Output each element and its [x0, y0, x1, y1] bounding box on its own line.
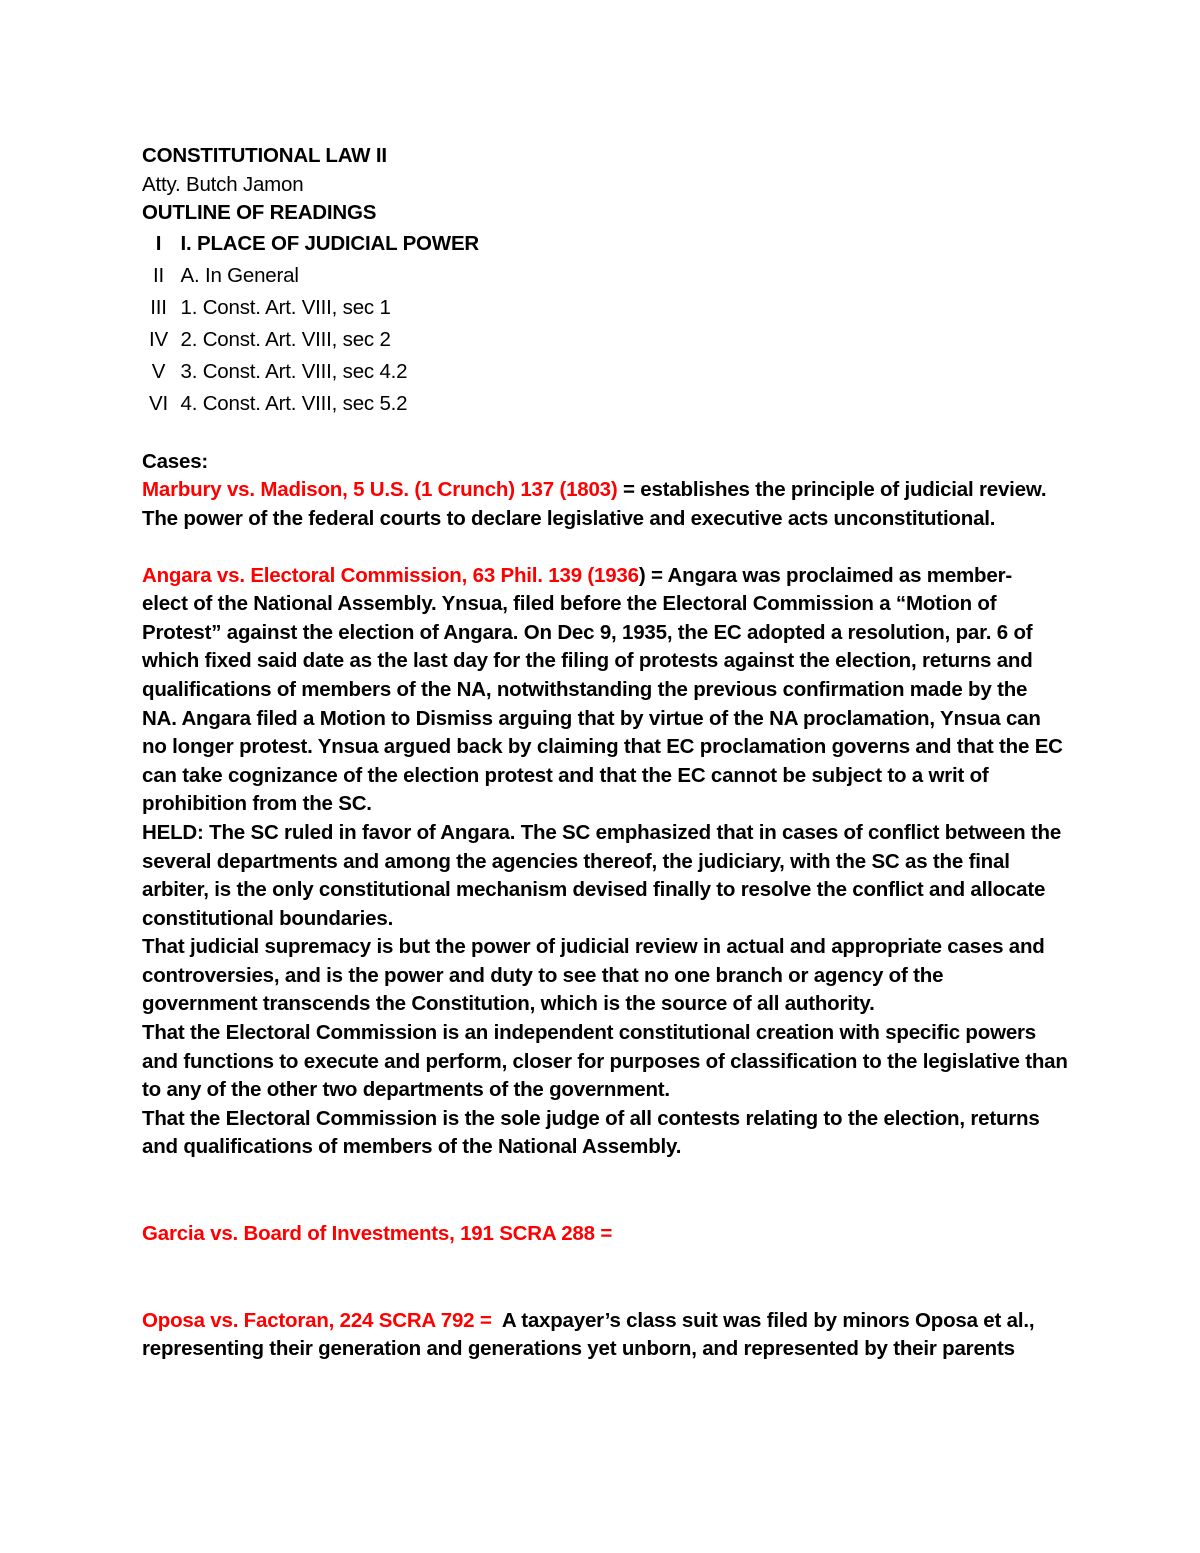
case-angara [142, 562, 1072, 1162]
case-text: elect of the National Assembly. Ynsua, filed before the Electoral Commission a “Motion of [142, 592, 997, 616]
case-text: can take cognizance of the election protest and that the EC cannot be subject to a writ of [142, 763, 989, 787]
case-oposa [142, 1307, 1072, 1364]
case-text: no longer protest. Ynsua argued back by claiming that EC proclamation governs and that the EC [142, 735, 1063, 759]
case-citation: Garcia vs. Board of Investments, 191 SCRA 288 = [142, 1222, 613, 1246]
outline-item [142, 356, 1072, 388]
outline-roman: V [151, 359, 166, 383]
outline-item [142, 388, 1072, 420]
case-text: qualifications of members of the NA, notwithstanding the previous confirmation made by the [142, 677, 1028, 701]
outline-text: I. PLACE OF JUDICIAL POWER [180, 231, 480, 255]
outline-roman: II [153, 263, 164, 287]
case-citation: Angara vs. Electoral Commission, 63 Phil. 139 (1936 [142, 563, 639, 587]
case-text: and functions to execute and perform, closer for purposes of classification to the legislative than [142, 1049, 1068, 1073]
case-text: and qualifications of members of the National Assembly. [142, 1135, 682, 1159]
course-title: CONSTITUTIONAL LAW II [142, 144, 387, 167]
case-text: government transcends the Constitution, which is the source of all authority. [142, 992, 875, 1016]
case-text: = establishes the principle of judicial review. [617, 478, 1047, 502]
case-text: controversies, and is the power and duty to see that no one branch or agency of the [142, 963, 944, 987]
case-text: which fixed said date as the last day for the filing of protests against the election, returns and [142, 649, 1033, 673]
outline-roman: IV [149, 327, 168, 351]
outline-title: OUTLINE OF READINGS [142, 201, 377, 225]
outline-list [142, 228, 1072, 420]
case-citation-close: ) [638, 563, 646, 587]
outline-text: 3. Const. Art. VIII, sec 4.2 [180, 359, 408, 383]
outline-text: 4. Const. Art. VIII, sec 5.2 [180, 391, 408, 415]
case-citation: Oposa vs. Factoran, 224 SCRA 792 = [142, 1308, 492, 1332]
case-text: That judicial supremacy is but the power of judicial review in actual and appropriate cases and [142, 935, 1045, 959]
case-text: NA. Angara filed a Motion to Dismiss arguing that by virtue of the NA proclamation, Ynsua can [142, 706, 1041, 730]
case-text: A taxpayer’s class suit was filed by minors Oposa et al., [491, 1308, 1035, 1332]
case-garcia [142, 1220, 1072, 1249]
case-text: = Angara was proclaimed as member- [645, 563, 1012, 587]
outline-roman: I [155, 231, 162, 255]
document-body [142, 142, 1072, 1364]
outline-item [142, 292, 1072, 324]
case-text: That the Electoral Commission is the sole judge of all contests relating to the election, returns [142, 1106, 1040, 1130]
case-held: HELD: The SC ruled in favor of Angara. The SC emphasized that in cases of conflict between the [142, 820, 1062, 844]
cases-label: Cases: [142, 449, 209, 473]
outline-item [142, 228, 1072, 260]
outline-roman: VI [149, 391, 168, 415]
outline-text: A. In General [180, 263, 299, 287]
case-marbury [142, 476, 1072, 533]
instructor-name: Atty. Butch Jamon [142, 172, 304, 196]
case-text: to any of the other two departments of the government. [142, 1078, 670, 1102]
outline-item [142, 260, 1072, 292]
case-text: Protest” against the election of Angara. On Dec 9, 1935, the EC adopted a resolution, par. 6 of [142, 620, 1033, 644]
case-text: constitutional boundaries. [142, 906, 394, 930]
outline-item [142, 324, 1072, 356]
outline-roman: III [150, 295, 167, 319]
case-text: The power of the federal courts to declare legislative and executive acts unconstitutional. [142, 506, 996, 530]
outline-text: 2. Const. Art. VIII, sec 2 [180, 327, 391, 351]
case-text: representing their generation and generations yet unborn, and represented by their parents [142, 1337, 1015, 1361]
case-text: That the Electoral Commission is an independent constitutional creation with specific powers [142, 1021, 1037, 1045]
case-text: prohibition from the SC. [142, 792, 372, 816]
case-citation: Marbury vs. Madison, 5 U.S. (1 Crunch) 137 (1803) [142, 478, 618, 502]
case-text: several departments and among the agencies thereof, the judiciary, with the SC as the final [142, 849, 1010, 873]
case-text: arbiter, is the only constitutional mechanism devised finally to resolve the conflict and allocate [142, 878, 1046, 902]
outline-text: 1. Const. Art. VIII, sec 1 [180, 295, 391, 319]
